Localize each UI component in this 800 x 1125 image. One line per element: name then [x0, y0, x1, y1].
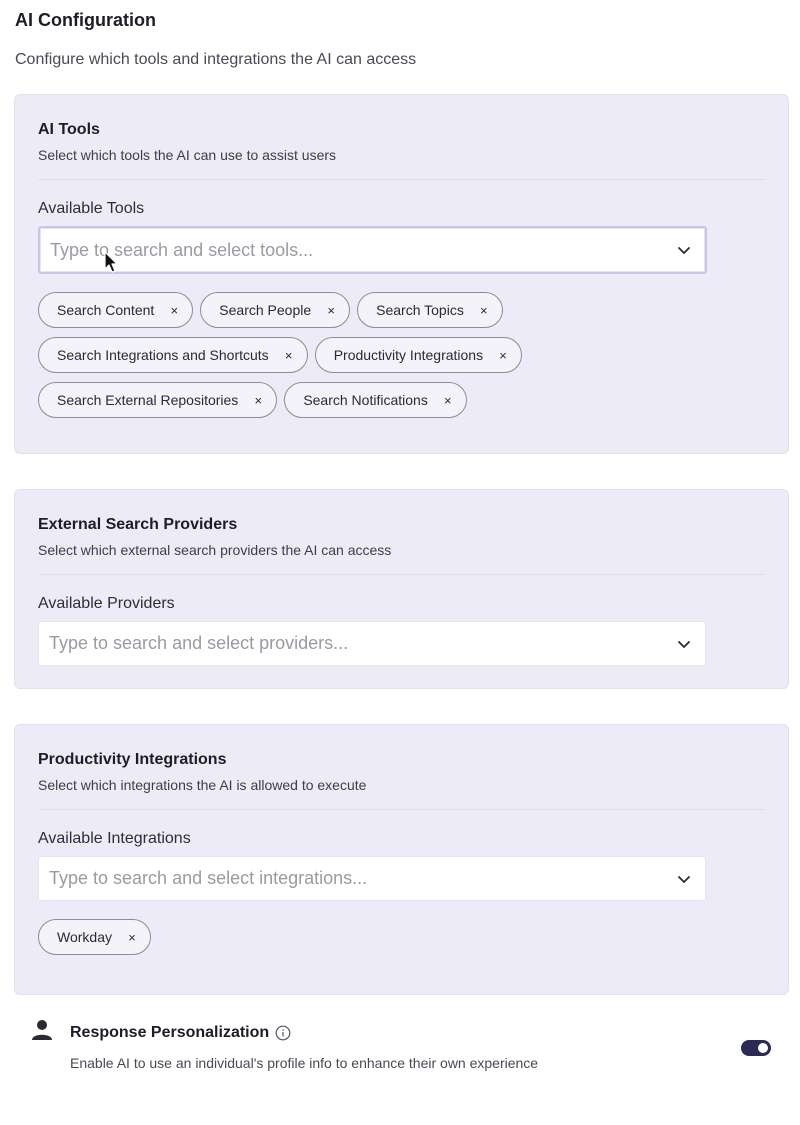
info-icon[interactable] [275, 1025, 291, 1041]
available-providers-label: Available Providers [38, 595, 175, 612]
chip-workday [38, 919, 151, 955]
chip-search-topics [357, 292, 503, 328]
chip-label: Search Content [57, 302, 155, 318]
remove-chip-icon[interactable]: × [480, 302, 488, 318]
ai-tools-title: AI Tools [38, 121, 100, 138]
external-search-card [14, 489, 789, 689]
chip-label: Search People [219, 302, 312, 318]
remove-chip-icon[interactable]: × [128, 929, 136, 945]
remove-chip-icon[interactable]: × [499, 347, 507, 363]
chip-label: Workday [57, 929, 112, 945]
remove-chip-icon[interactable]: × [170, 302, 179, 318]
divider [38, 574, 765, 575]
integrations-select[interactable] [38, 856, 706, 901]
available-integrations-label: Available Integrations [38, 830, 191, 847]
tools-select[interactable] [38, 226, 707, 274]
toggle-knob [758, 1043, 768, 1053]
chip-label: Search External Repositories [57, 392, 239, 408]
productivity-description: Select which integrations the AI is allowed to execute [38, 777, 367, 793]
external-search-description: Select which external search providers the AI can access [38, 542, 392, 558]
personalization-description: Enable AI to use an individual's profile info to enhance their own experience [70, 1055, 539, 1071]
providers-select[interactable] [38, 621, 706, 666]
ai-tools-description: Select which tools the AI can use to assist users [38, 147, 337, 163]
divider [38, 809, 765, 810]
response-personalization-row [30, 1018, 775, 1078]
chip-search-integrations-shortcuts [38, 337, 308, 373]
remove-chip-icon[interactable]: × [254, 392, 263, 408]
chevron-down-icon[interactable] [677, 243, 691, 257]
chip-search-external-repositories [38, 382, 277, 418]
selected-integrations [38, 919, 598, 955]
selected-tools [38, 292, 598, 418]
chip-productivity-integrations [315, 337, 522, 373]
personalization-title: Response Personalization [70, 1024, 270, 1041]
remove-chip-icon[interactable]: × [444, 392, 452, 408]
divider [38, 179, 765, 180]
external-search-title: External Search Providers [38, 516, 238, 533]
chevron-down-icon[interactable] [677, 872, 691, 886]
chip-label: Search Notifications [303, 392, 428, 408]
person-icon [30, 1018, 54, 1042]
chip-label: Search Integrations and Shortcuts [57, 347, 269, 363]
productivity-title: Productivity Integrations [38, 751, 227, 768]
chip-search-content [38, 292, 193, 328]
ai-tools-card [14, 94, 789, 454]
personalization-toggle[interactable] [741, 1040, 771, 1056]
remove-chip-icon[interactable]: × [327, 302, 335, 318]
remove-chip-icon[interactable]: × [284, 347, 293, 363]
providers-search-input[interactable] [49, 633, 649, 654]
mouse-cursor-icon [104, 251, 120, 275]
available-tools-label: Available Tools [38, 200, 145, 217]
chip-search-people [200, 292, 350, 328]
personalization-title-wrap [70, 1024, 291, 1042]
page-subtitle: Configure which tools and integrations the AI can access [15, 51, 417, 68]
page-title: AI Configuration [15, 10, 156, 30]
chip-label: Search Topics [376, 302, 464, 318]
chevron-down-icon[interactable] [677, 637, 691, 651]
tools-search-input[interactable] [50, 240, 650, 261]
chip-label: Productivity Integrations [333, 347, 484, 363]
productivity-card [14, 724, 789, 995]
chip-search-notifications [284, 382, 467, 418]
integrations-search-input[interactable] [49, 868, 649, 889]
